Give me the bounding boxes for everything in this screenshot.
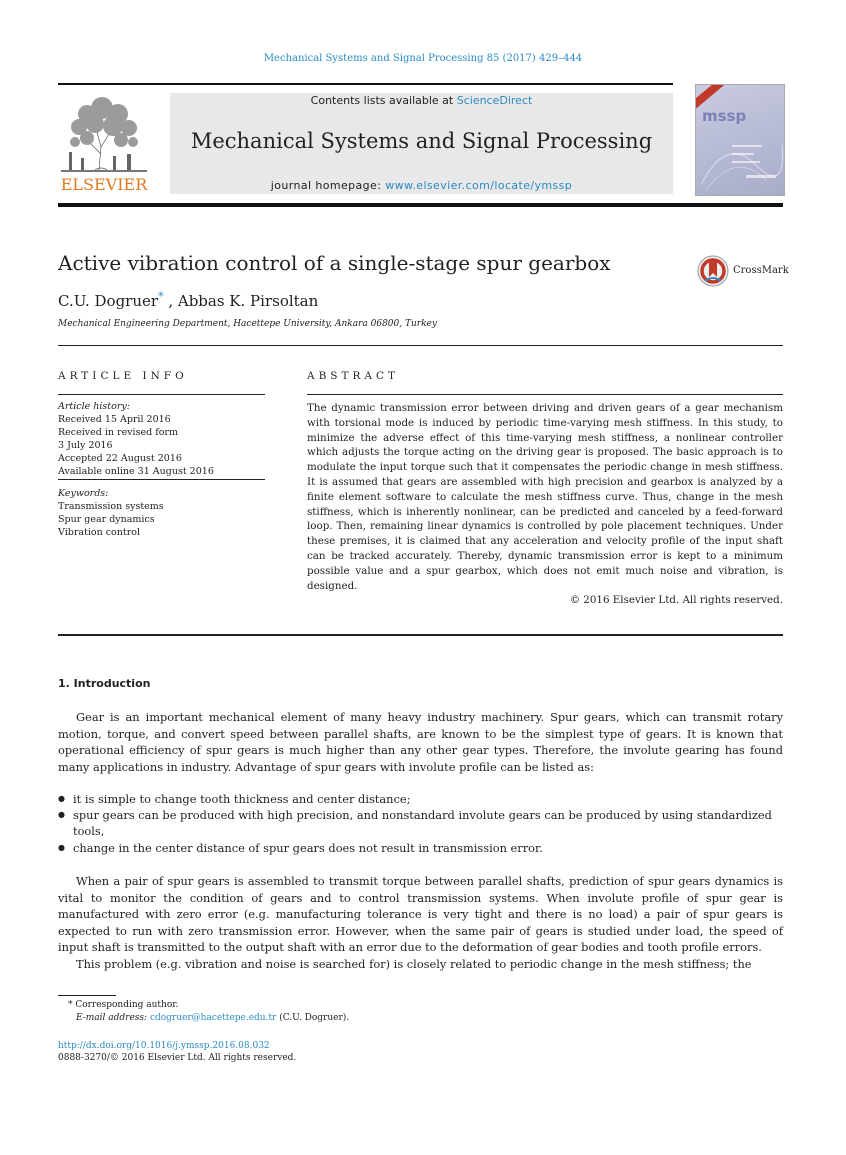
list-item: ● spur gears can be produced with high precision, and nonstandard involute gears can be produced by using standardized tools, (58, 807, 783, 839)
doi-link[interactable]: http://dx.doi.org/10.1016/j.ymssp.2016.08.032 (58, 1041, 270, 1051)
keywords-label: Keywords: (58, 488, 109, 499)
article-info-rule (58, 394, 265, 395)
keyword: Spur gear dynamics (58, 514, 155, 525)
sciencedirect-link[interactable]: ScienceDirect (456, 94, 533, 107)
author-2[interactable]: , Abbas K. Pirsoltan (163, 292, 319, 310)
footnote (68, 999, 349, 1025)
history-item: Received 15 April 2016 (58, 414, 171, 425)
author-1[interactable]: C.U. Dogruer (58, 292, 159, 310)
crossmark-badge[interactable] (697, 255, 787, 289)
journal-title: Mechanical Systems and Signal Processing (190, 129, 653, 153)
history-item: Received in revised form (58, 427, 178, 438)
affiliation: Mechanical Engineering Department, Hacettepe University, Ankara 06800, Turkey (58, 319, 437, 329)
elsevier-tree-icon (57, 92, 151, 194)
masthead-bottom-rule (58, 203, 783, 207)
homepage-line (170, 179, 673, 192)
list-item: ● it is simple to change tooth thickness and center distance; (58, 791, 783, 807)
masthead-top-rule (58, 83, 673, 85)
footnote-rule (58, 995, 116, 996)
body-paragraph: Gear is an important mechanical element of many heavy industry machinery. Spur gears, which can transmit rotary motion, torque, and convert speed between parallel shafts, are known to be the simplest type of gears. It is known that operational efficiency of spur gears is much higher than any other gear types. Therefore, the involute gearing has found many applications in industry. Advantage of spur gears with involute profile can be listed as: (58, 710, 783, 774)
contents-prefix: Contents lists available at (310, 94, 457, 107)
crossmark-icon (697, 255, 729, 287)
cover-pattern-icon (696, 125, 784, 195)
keyword: Vibration control (58, 527, 141, 538)
history-item: Available online 31 August 2016 (58, 466, 214, 477)
cover-mssp-title: mssp (702, 107, 747, 125)
homepage-prefix: journal homepage: (270, 179, 386, 192)
contents-line (170, 94, 673, 107)
abstract-copyright: © 2016 Elsevier Ltd. All rights reserved. (569, 594, 783, 606)
email-suffix: (C.U. Dogruer). (276, 1013, 350, 1023)
email-line (68, 1012, 349, 1025)
article-history (58, 400, 268, 478)
elsevier-logo[interactable] (57, 92, 151, 194)
history-label: Article history: (58, 401, 130, 412)
history-item: Accepted 22 August 2016 (58, 453, 182, 464)
issn-line: 0888-3270/© 2016 Elsevier Ltd. All rights reserved. (58, 1053, 297, 1063)
elsevier-wordmark: ELSEVIER (60, 175, 148, 194)
advantages-list (58, 791, 783, 856)
masthead-panel (170, 93, 673, 194)
article-title: Active vibration control of a single-stage spur gearbox (58, 251, 611, 275)
body-paragraph: This problem (e.g. vibration and noise is searched for) is closely related to periodic change in the mesh stiffness; the (76, 957, 752, 971)
doi-block (58, 1040, 296, 1064)
homepage-link[interactable]: www.elsevier.com/locate/ymssp (385, 179, 573, 192)
keyword: Transmission systems (58, 501, 164, 512)
history-item: 3 July 2016 (58, 440, 113, 451)
frontmatter-bottom-rule (58, 634, 783, 636)
email-label: E-mail address: (76, 1013, 150, 1023)
author-list (58, 290, 318, 310)
crossmark-label: CrossMark (733, 265, 789, 276)
corresponding-author-mark[interactable]: * (158, 290, 164, 303)
article-info-heading: ARTICLE INFO (58, 370, 188, 382)
abstract-heading: ABSTRACT (307, 370, 400, 382)
corresponding-note: * Corresponding author. (68, 1000, 179, 1010)
section-heading: 1. Introduction (58, 677, 151, 690)
journal-cover-image[interactable] (695, 84, 785, 196)
title-rule (58, 345, 783, 346)
email-link[interactable]: cdogruer@hacettepe.edu.tr (149, 1013, 277, 1023)
abstract-text: The dynamic transmission error between driving and driven gears of a gear mechanism with torsional mode is induced by periodic time-varying mesh stiffness. In this study, to minimize the adverse effect of this time-varying mesh stiffness, a nonlinear controller which adjusts the torque acting on the driving gear is proposed. The basic approach is to modulate the input torque such that it compensates the periodic change in mesh stiffness. It is assumed that gears are assembled with high precision and gearbox is analyzed by a finite element software to calculate the mesh stiffness curve. Thus, change in the mesh stiffness, which is inherently nonlinear, can be predicted and canceled by a feed-forward loop. Then, remaining linear dynamics is controlled by pole placement techniques. Under these premises, it is claimed that any acceleration and velocity profile of the input shaft can be tracked accurately. Thereby, dynamic transmission error is kept to a minimum possible value and a spur gearbox, which does not emit much noise and vibration, is designed. (307, 402, 783, 592)
keywords (58, 487, 268, 539)
list-item: ● change in the center distance of spur gears does not result in transmission error. (58, 840, 783, 856)
history-keywords-rule (58, 479, 265, 480)
abstract-rule (307, 394, 783, 395)
running-head[interactable]: Mechanical Systems and Signal Processing 85 (2017) 429–444 (263, 53, 583, 64)
body-paragraph: When a pair of spur gears is assembled to transmit torque between parallel shafts, prediction of spur gears dynamics is vital to monitor the condition of gears and to control transmission systems. When involute profile of spur gear is manufactured with zero error (e.g. manufacturing tolerance is very tight and there is no load) a pair of spur gears is expected to run with zero transmission error. However, when the same pair of gears is studied under load, the speed of input shaft is transmitted to the output shaft with an error due to the deformation of gear bodies and tooth profile errors. (58, 874, 783, 955)
